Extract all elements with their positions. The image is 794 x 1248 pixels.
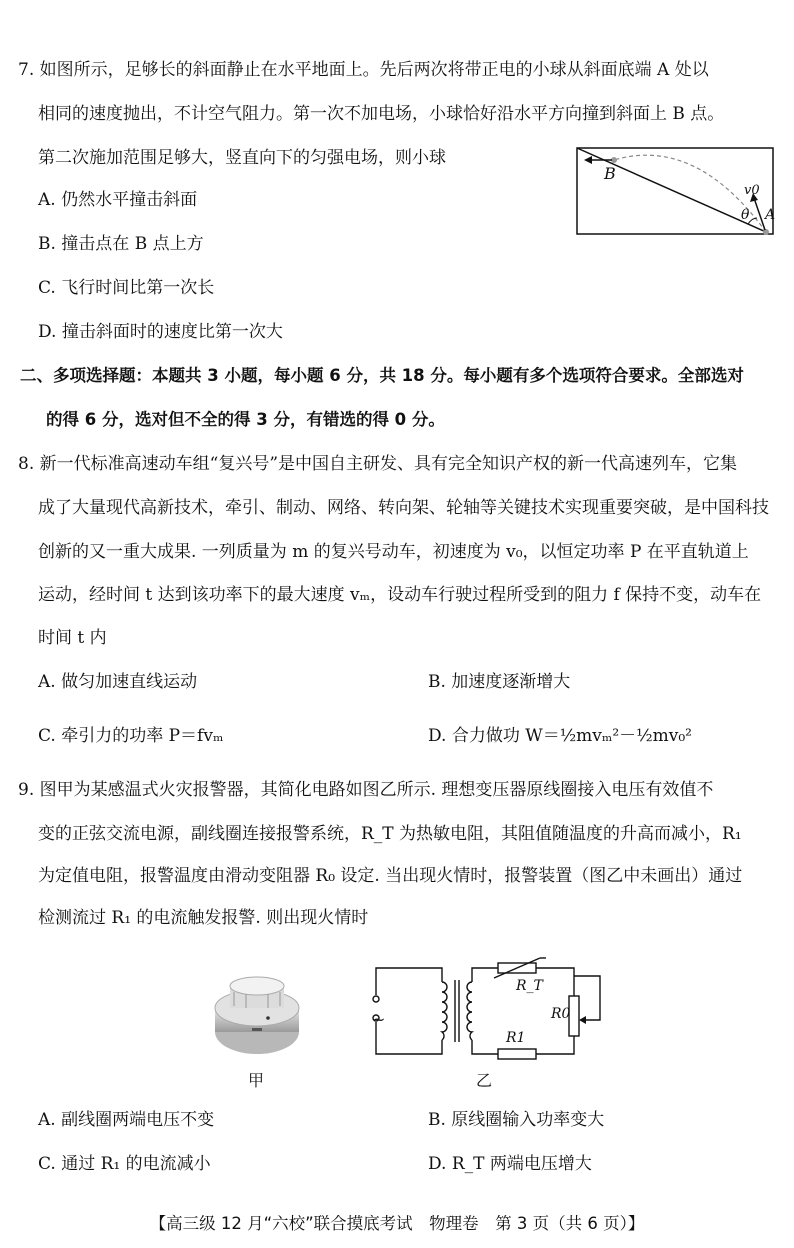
label-r1: R1 — [506, 1030, 526, 1046]
label-rt: R_T — [516, 978, 543, 994]
q8-line-2: 成了大量现代高新技术，牵引、制动、网络、转向架、轮轴等关键技术实现重要突破，是中国科技 — [38, 498, 769, 518]
label-jia: 甲 — [248, 1071, 265, 1090]
q8-line-4: 运动，经时间 t 达到该功率下的最大速度 vₘ，设动车行驶过程所受到的阻力 f 保持不变，动车在 — [38, 585, 762, 605]
q8-option-c: C. 牵引力的功率 P＝fvₘ — [38, 726, 224, 746]
q7-option-d: D. 撞击斜面时的速度比第一次大 — [38, 322, 283, 342]
section-2-heading-cont: 的得 6 分，选对但不全的得 3 分，有错选的得 0 分。 — [46, 410, 445, 429]
q8-option-d: D. 合力做功 W＝½mvₘ²－½mv₀² — [428, 726, 692, 746]
q9-line-3: 为定值电阻，报警温度由滑动变阻器 R₀ 设定. 当出现火情时，报警装置（图乙中未画出）通过 — [38, 866, 743, 886]
q7-line-1: 7. 如图所示，足够长的斜面静止在水平地面上。先后两次将带正电的小球从斜面底端 A 处以 — [18, 60, 709, 80]
label-b: B — [604, 164, 616, 183]
q7-line-3: 第二次施加范围足够大，竖直向下的匀强电场，则小球 — [38, 148, 446, 168]
q9-option-d: D. R_T 两端电压增大 — [428, 1154, 592, 1174]
q8-option-b: B. 加速度逐渐增大 — [428, 672, 571, 692]
q9-option-a: A. 副线圈两端电压不变 — [38, 1110, 215, 1130]
label-r0: R0 — [551, 1006, 571, 1022]
q9-line-4: 检测流过 R₁ 的电流触发报警. 则出现火情时 — [38, 908, 369, 928]
label-theta: θ — [741, 207, 750, 223]
q8-option-a: A. 做匀加速直线运动 — [38, 672, 198, 692]
q8-line-3: 创新的又一重大成果. 一列质量为 m 的复兴号动车，初速度为 v₀，以恒定功率 P 在平直轨道上 — [38, 542, 749, 562]
section-2-heading: 二、多项选择题：本题共 3 小题，每小题 6 分，共 18 分。每小题有多个选项符合要求。全部选对 — [20, 366, 744, 385]
fire-alarm-image — [212, 972, 302, 1062]
q9-option-b: B. 原线圈输入功率变大 — [428, 1110, 605, 1130]
q9-option-c: C. 通过 R₁ 的电流减小 — [38, 1154, 211, 1174]
q7-option-b: B. 撞击点在 B 点上方 — [38, 234, 204, 254]
label-v0: v0 — [744, 183, 760, 198]
q7-option-a: A. 仍然水平撞击斜面 — [38, 190, 198, 210]
q7-line-2: 相同的速度抛出，不计空气阻力。第一次不加电场，小球恰好沿水平方向撞到斜面上 B 点。 — [38, 104, 725, 124]
label-a: A — [765, 207, 776, 223]
q9-line-2: 变的正弦交流电源，副线圈连接报警系统，R_T 为热敏电阻，其阻值随温度的升高而减小，R₁ — [38, 824, 742, 844]
q7-option-c: C. 飞行时间比第一次长 — [38, 278, 215, 298]
q9-line-1: 9. 图甲为某感温式火灾报警器，其简化电路如图乙所示. 理想变压器原线圈接入电压有效值不 — [18, 780, 714, 800]
ac-source-icon: ~ — [372, 1010, 386, 1029]
page-footer: 【高三级 12 月“六校”联合摸底考试 物理卷 第 3 页（共 6 页）】 — [149, 1214, 645, 1233]
label-yi: 乙 — [476, 1071, 493, 1090]
q8-line-5: 时间 t 内 — [38, 628, 107, 648]
circuit-diagram — [364, 960, 614, 1065]
q8-line-1: 8. 新一代标准高速动车组“复兴号”是中国自主研发、具有完全知识产权的新一代高速列车，它集 — [18, 454, 738, 474]
